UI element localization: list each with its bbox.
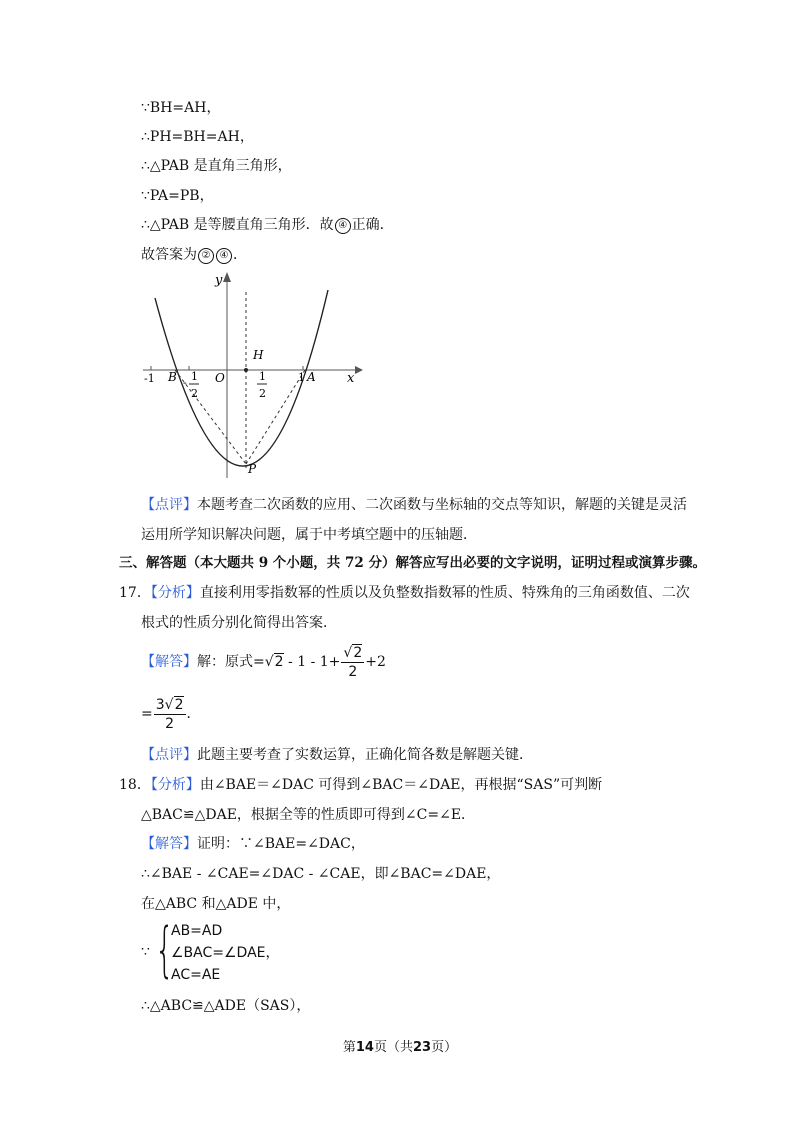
q17-review-tag: 【点评】	[141, 747, 197, 763]
line-pa-pb: ∵PA=PB，	[141, 188, 214, 204]
q17-answer-tag: 【解答】	[141, 654, 197, 670]
circled-4: ④	[335, 218, 351, 234]
system-row1: AB=AD	[171, 923, 223, 939]
left-brace: {	[155, 915, 175, 985]
correct-text: 正确．	[351, 217, 394, 233]
label-neg-half-num: 1	[191, 370, 198, 383]
line-bh-ah: ∵BH=AH，	[141, 100, 221, 116]
result-radicand: 2	[174, 696, 184, 713]
q18-number: 18．	[119, 777, 151, 793]
label-h: H	[253, 348, 264, 362]
q17-review-text: 此题主要考查了实数运算，正确化简各数是解题关键．	[197, 747, 533, 763]
q17-mid: - 1 - 1+	[283, 654, 341, 670]
label-b: B	[168, 370, 177, 384]
q18-analysis-tag: 【分析】	[150, 777, 200, 793]
frac-num-radicand: 2	[353, 644, 363, 661]
label-a: A	[307, 370, 316, 384]
q17-analysis-tag: 【分析】	[150, 585, 200, 601]
footer-post: 页）	[431, 1040, 458, 1055]
isosceles-text: ∴△PAB 是等腰直角三角形．故	[141, 217, 334, 233]
q18-answer-tag: 【解答】	[141, 836, 197, 852]
q18-answer-text1: 证明：∵∠BAE=∠DAC，	[197, 836, 365, 852]
q17-answer-line	[141, 640, 386, 684]
line-ph-bh-ah: ∴PH=BH=AH，	[141, 129, 254, 145]
label-x: x	[347, 371, 355, 386]
q18-answer-line2: ∴∠BAE - ∠CAE=∠DAC - ∠CAE，即∠BAC=∠DAE，	[141, 866, 501, 882]
result-den: 2	[165, 715, 175, 732]
q17-result-line	[141, 692, 201, 736]
review1-text2: 运用所学知识解决问题，属于中考填空题中的压轴题．	[141, 527, 477, 543]
label-1: 1	[298, 371, 305, 384]
answer-label: 故答案为	[141, 247, 197, 263]
label-half-num: 1	[259, 370, 266, 383]
q17-res-end: ．	[186, 706, 201, 722]
system-row3: AC=AE	[171, 967, 221, 983]
q18-answer-line3: 在△ABC 和△ADE 中，	[141, 896, 291, 912]
line-isosceles	[141, 215, 394, 235]
frac-3sqrt2-over-2: $\frac{3√2}{2}$	[155, 696, 184, 732]
label-p: P	[248, 462, 257, 476]
footer-pre: 第	[342, 1040, 356, 1055]
frac-den: 2	[348, 663, 358, 680]
review1-text1: 本题考查二次函数的应用、二次函数与坐标轴的交点等知识，解题的关键是灵活	[197, 497, 687, 513]
q18-analysis-line1	[119, 775, 602, 795]
label-neg1: -1	[144, 372, 155, 385]
y-axis-arrow	[223, 272, 231, 282]
q18-analysis-text1: 由∠BAE＝∠DAC 可得到∠BAC＝∠DAE，再根据“SAS”可判断	[199, 777, 603, 793]
x-axis-arrow	[355, 366, 363, 374]
q17-analysis-text2: 根式的性质分别化简得出答案．	[141, 615, 337, 631]
label-o: O	[215, 371, 225, 385]
q17-analysis-text1: 直接利用零指数幂的性质以及负整数指数幂的性质、特殊角的三角函数值、二次	[199, 585, 690, 601]
label-neg-half-den: 2	[191, 387, 198, 400]
review1-line1	[141, 495, 687, 515]
q18-answer-line4: ∴△ABC≌△ADE（SAS），	[141, 998, 311, 1014]
label-half-den: 2	[259, 387, 266, 400]
footer-mid: 页（共	[373, 1040, 413, 1055]
sqrt-2-radicand: 2	[274, 654, 284, 670]
line-ap	[246, 370, 305, 464]
equation-system	[141, 915, 341, 986]
q18-answer-line1	[141, 834, 365, 854]
frac-sqrt2-over-2: $\frac{√2}{2}$	[343, 644, 363, 680]
q17-eq: =	[141, 706, 153, 722]
q17-tail: +2	[365, 654, 386, 670]
line-answer	[141, 245, 247, 265]
circled-2: ②	[198, 248, 214, 264]
review1-tag: 【点评】	[141, 497, 197, 513]
q17-review-line	[141, 745, 533, 765]
system-row2: ∠BAC=∠DAE，	[171, 945, 280, 961]
result-coef: 3	[155, 696, 165, 713]
q17-analysis-line1	[119, 583, 690, 603]
answer-end: ．	[233, 247, 247, 263]
point-h	[244, 368, 248, 372]
q17-number: 17．	[119, 585, 151, 601]
line-right-triangle: ∴△PAB 是直角三角形，	[141, 158, 292, 174]
sqrt-2: √2	[264, 654, 284, 670]
section3-heading: 三、解答题（本大题共 9 个小题，共 72 分）解答应写出必要的文字说明，证明过程或演算步骤。	[119, 555, 706, 571]
label-neg-half-sign: -	[183, 376, 187, 389]
parabola-figure	[135, 268, 365, 483]
label-y: y	[215, 273, 223, 288]
page-footer	[0, 1036, 800, 1055]
q17-answer-pre: 解：原式=	[197, 654, 265, 670]
q18-analysis-text2: △BAC≌△DAE，根据全等的性质即可得到∠C=∠E．	[141, 807, 476, 823]
because-symbol: ∵	[141, 944, 150, 960]
footer-total: 23	[413, 1040, 432, 1055]
footer-page: 14	[355, 1040, 374, 1055]
circled-4b: ④	[216, 248, 232, 264]
